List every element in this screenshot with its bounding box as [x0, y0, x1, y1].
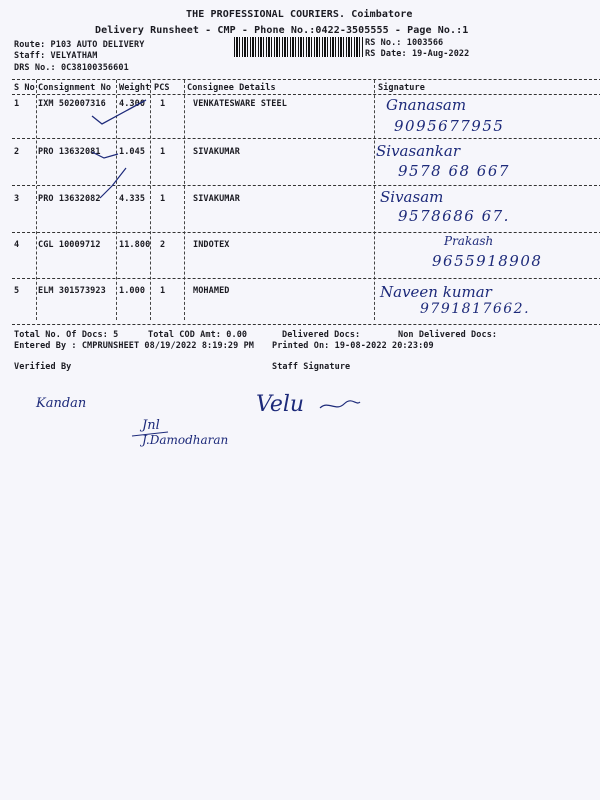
row-consignment: CGL 10009712 [38, 240, 101, 250]
row-sno: 4 [14, 240, 20, 250]
row-consignee: SIVAKUMAR [193, 147, 240, 157]
col-divider [374, 80, 375, 320]
col-divider [36, 80, 37, 320]
col-weight: Weight [119, 83, 151, 93]
rs-number: RS No.: 1003566 [365, 38, 444, 48]
row-weight: 4.335 [119, 194, 146, 204]
row-sno: 5 [14, 286, 20, 296]
row-sno: 3 [14, 194, 20, 204]
initials-signature: Jnl [142, 418, 160, 433]
row-consignment: IXM 502007316 [38, 99, 106, 109]
staff-signature: Velu [256, 392, 305, 417]
entered-by: Entered By : CMPRUNSHEET 08/19/2022 8:19:29 PM [14, 341, 255, 351]
row-rule [12, 138, 600, 139]
delivered-docs: Delivered Docs: [282, 330, 361, 340]
row-pcs: 1 [160, 194, 166, 204]
total-cod: Total COD Amt: 0.00 [148, 330, 248, 340]
row-pcs: 1 [160, 99, 166, 109]
signature-name: Sivasankar [376, 142, 460, 160]
row-pcs: 2 [160, 240, 166, 250]
row-sno: 1 [14, 99, 20, 109]
route-label: Route: P103 AUTO DELIVERY [14, 40, 145, 50]
col-divider [150, 80, 151, 320]
signature-phone: 9791817662. [420, 301, 531, 317]
non-delivered-docs: Non Delivered Docs: [398, 330, 498, 340]
row-pcs: 1 [160, 147, 166, 157]
staff-label: Staff: VELYATHAM [14, 51, 98, 61]
drs-number: DRS No.: 0C38100356601 [14, 63, 129, 73]
row-weight: 4.300 [119, 99, 146, 109]
row-weight: 1.045 [119, 147, 146, 157]
col-sno: S No [14, 83, 35, 93]
signature-flourish [318, 398, 362, 414]
company-title: THE PROFESSIONAL COURIERS. Coimbatore [186, 9, 413, 20]
signature-phone: 9655918908 [432, 252, 543, 270]
rs-date: RS Date: 19-Aug-2022 [365, 49, 470, 59]
row-sno: 2 [14, 147, 20, 157]
col-divider [184, 80, 185, 320]
col-pcs: PCS [154, 83, 170, 93]
col-signature: Signature [378, 83, 425, 93]
verifier-signature: Kandan [36, 396, 87, 411]
col-consignment: Consignment No [38, 83, 112, 93]
runsheet-title: Delivery Runsheet - CMP - Phone No.:0422-3505555 - Page No.:1 [95, 25, 469, 36]
row-consignee: SIVAKUMAR [193, 194, 240, 204]
row-consignee: MOHAMED [193, 286, 230, 296]
signature-name: Gnanasam [386, 96, 467, 114]
row-weight: 1.000 [119, 286, 146, 296]
row-consignment: ELM 301573923 [38, 286, 106, 296]
staff-signature-label: Staff Signature [272, 362, 351, 372]
signature-name: Sivasam [380, 188, 444, 206]
signature-phone: 9578 68 667 [398, 162, 510, 180]
signature-name: Prakash [444, 234, 494, 248]
barcode-image [234, 37, 364, 57]
table-header-rule [12, 94, 600, 95]
tick-mark-icon [96, 166, 136, 200]
underline-stroke [130, 430, 170, 440]
signature-phone: 9578686 67. [398, 207, 510, 225]
row-weight: 11.800 [119, 240, 151, 250]
table-bottom-rule [12, 324, 600, 325]
row-rule [12, 232, 600, 233]
tick-mark-icon [90, 98, 150, 128]
total-docs: Total No. Of Docs: 5 [14, 330, 119, 340]
printed-on: Printed On: 19-08-2022 20:23:09 [272, 341, 434, 351]
row-consignment: PRO 13632081 [38, 147, 101, 157]
row-consignee: INDOTEX [193, 240, 230, 250]
verified-by-label: Verified By [14, 362, 72, 372]
table-top-rule [12, 79, 600, 80]
row-consignment: PRO 13632082 [38, 194, 101, 204]
second-verifier-signature: J.Damodharan [142, 433, 229, 447]
col-consignee: Consignee Details [187, 83, 276, 93]
row-rule [12, 278, 600, 279]
signature-name: Naveen kumar [380, 283, 492, 301]
row-consignee: VENKATESWARE STEEL [193, 99, 287, 109]
signature-phone: 9095677955 [394, 117, 505, 135]
row-pcs: 1 [160, 286, 166, 296]
